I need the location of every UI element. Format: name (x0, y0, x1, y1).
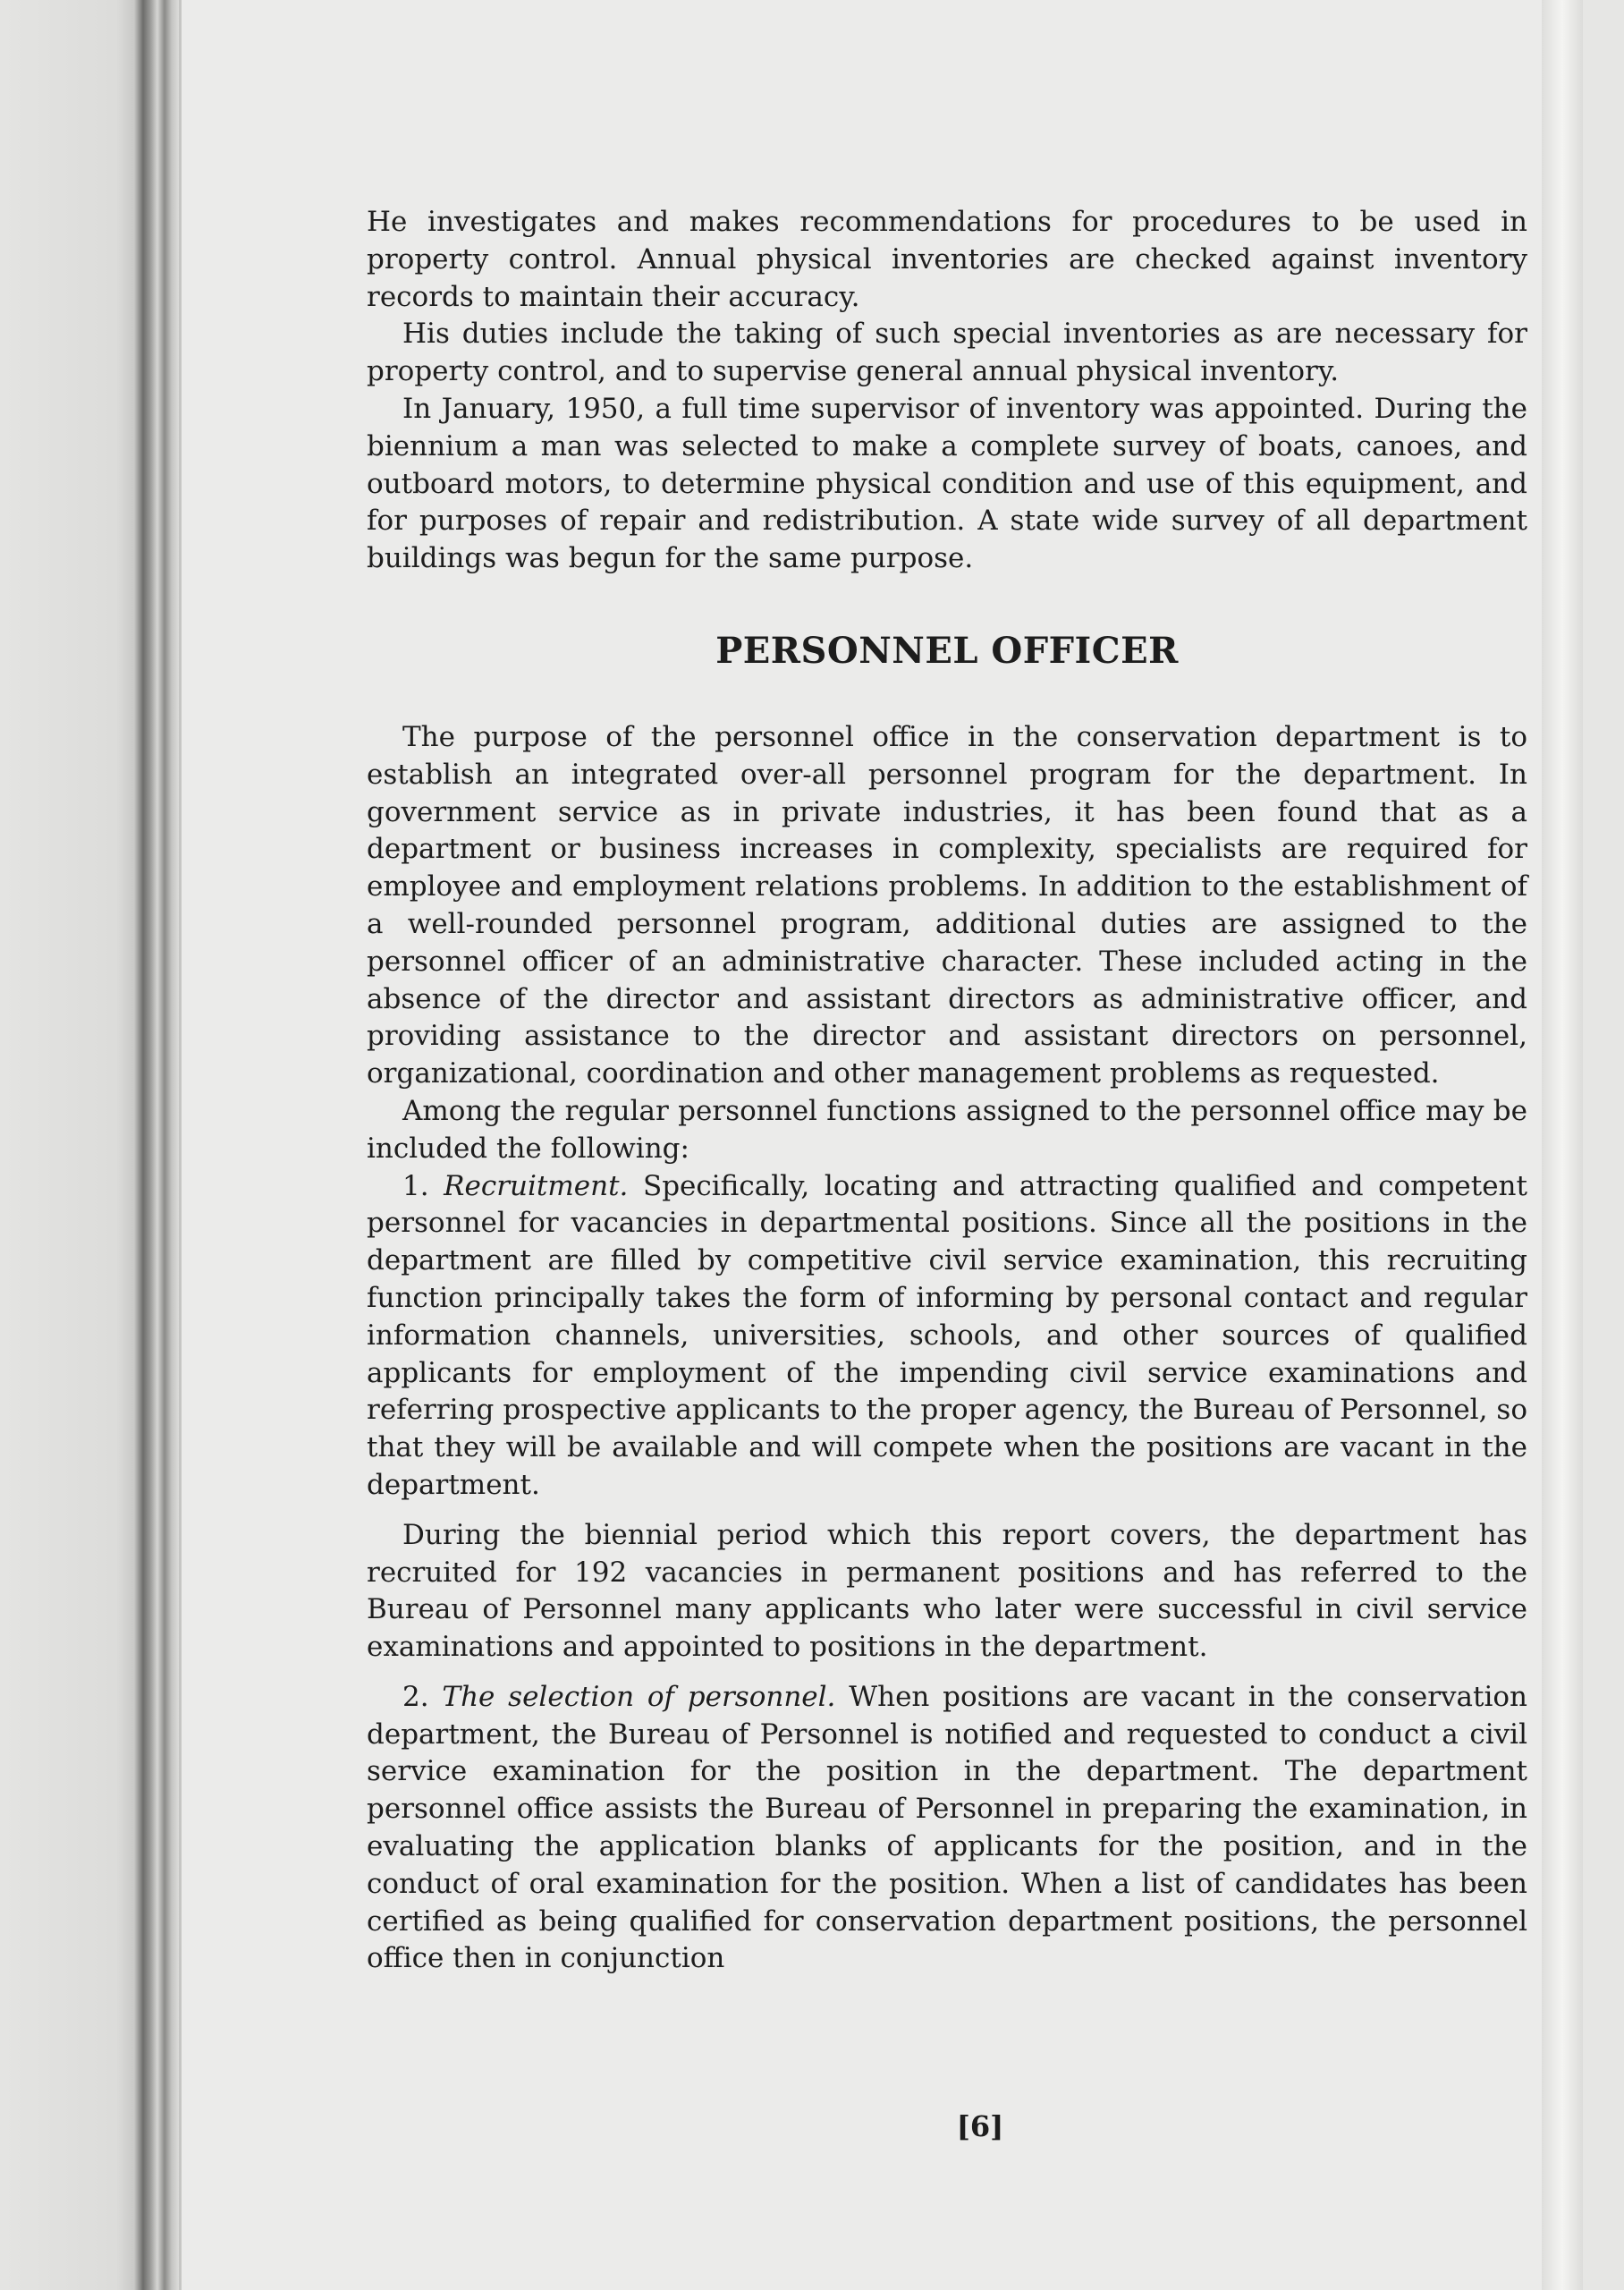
paragraph-inventory-supervisor: In January, 1950, a full time supervisor of inventory was appointed. During the biennium a man was selected to make a complete survey of boats, canoes, and outboard motors, to determine physical condition and use of this equipment, and for purposes of repair and redistribution. A state wide survey of all department buildings was begun for the same purpose. (367, 392, 1527, 575)
list-item-selection (367, 1679, 1527, 1978)
page-number: [6] (956, 2109, 1004, 2143)
body-text (367, 204, 1527, 1978)
item-number: 1. (402, 1169, 429, 1202)
list-item-recruitment (367, 1168, 1527, 1505)
book-binding (0, 0, 179, 2290)
page-edge (1542, 0, 1583, 2290)
item-title: Recruitment. (444, 1169, 629, 1202)
paragraph-personnel-purpose: The purpose of the personnel office in the conservation department is to establish an integrated over-all personnel program for the department. In government service as in private industries, it has been found that as a department or business increases in complexity, specialists are required for employee and employment relations problems. In addition to the establishment of a well-rounded personnel program, additional duties are assigned to the personnel officer of an administrative character. These included acting in the absence of the director and assistant directors as administrative officer, and providing assistance to the director and assistant directors on personnel, organizational, coordination and other management problems as requested. (367, 720, 1527, 1090)
item-title: The selection of personnel. (442, 1680, 836, 1713)
section-heading: PERSONNEL OFFICER (715, 629, 1179, 672)
item-text: Specifically, locating and attracting qualified and competent personnel for vacancies in departmental positions. Since all the positions in the department are filled by competitive civil service examination, this recruiting function principally takes the form of informing by personal contact and regular information channels, universities, schools, and other sources of qualified applicants for employment of the impending civil service examinations and referring prospective applicants to the proper agency, the Bureau of Personnel, so that they will be available and will compete when the positions are vacant in the department. (367, 1169, 1527, 1501)
item-text: When positions are vacant in the conservation department, the Bureau of Personnel is notified and requested to conduct a civil service examination for the position in the department. The department personnel office assists the Bureau of Personnel in preparing the examination, in evaluating the application blanks of applicants for the position, and in the conduct of oral examination for the position. When a list of candidates has been certified as being qualified for conservation department positions, the personnel office then in conjunction (367, 1680, 1528, 1975)
paragraph-property-control: He investigates and makes recommendations for procedures to be used in property control. Annual physical inventories are checked against inventory records to maintain their accuracy. (367, 206, 1527, 313)
paragraph-functions-intro: Among the regular personnel functions assigned to the personnel office may be included the following: (367, 1094, 1527, 1165)
paragraph-special-inventories: His duties include the taking of such special inventories as are necessary for property control, and to supervise general annual physical inventory. (367, 318, 1527, 388)
item-number: 2. (402, 1680, 429, 1713)
paragraph-biennial-recruiting: During the biennial period which this report covers, the department has recruited for 192 vacancies in permanent positions and has referred to the Bureau of Personnel many applicants who later were successful in civil service examinations and appointed to positions in the department. (367, 1518, 1527, 1664)
